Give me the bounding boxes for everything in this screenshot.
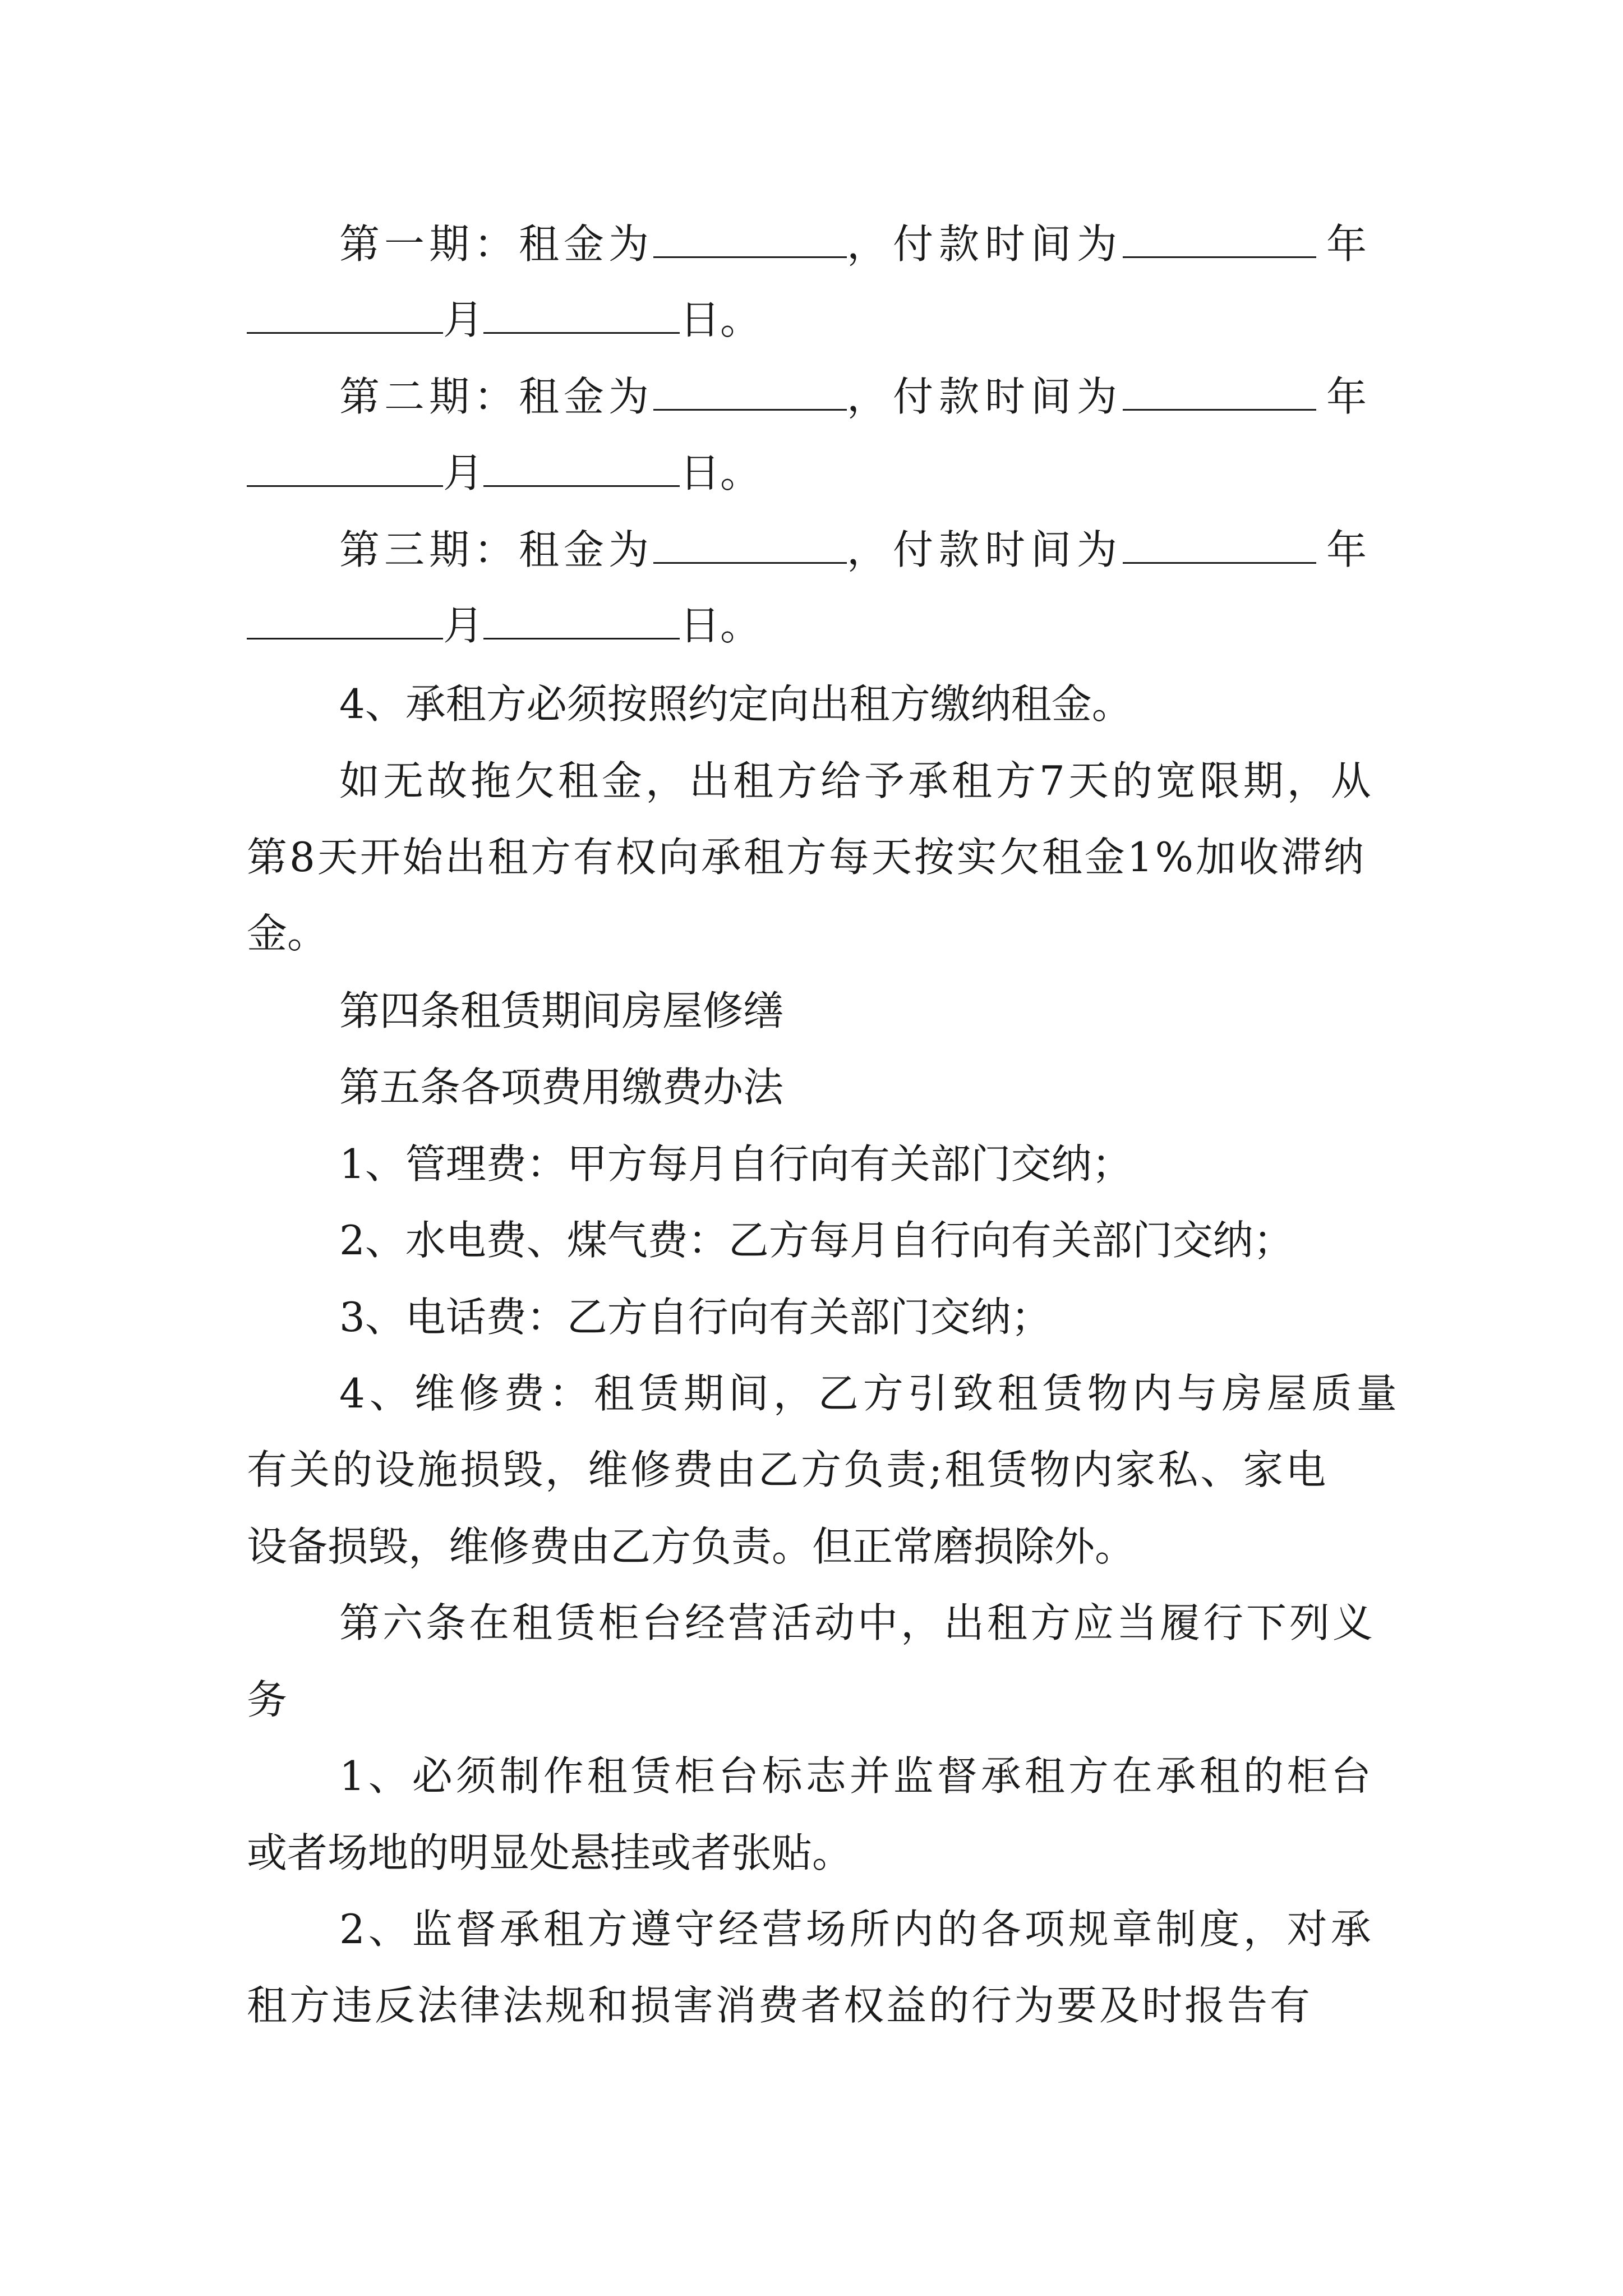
payment-year-blank-3[interactable] (1123, 525, 1316, 564)
installment-2-day-label: 日。 (680, 449, 761, 496)
payment-day-blank-1[interactable] (483, 295, 680, 334)
payment-year-blank-2[interactable] (1123, 372, 1316, 411)
late-payment-line-1: 如无故拖欠租金，出租方给予承租方7天的宽限期，从 (339, 757, 1375, 804)
installment-2-year-label: 年 (1326, 373, 1367, 420)
article-5-heading: 第五条各项费用缴费办法 (339, 1064, 784, 1111)
rent-amount-blank-1[interactable] (653, 219, 847, 258)
installment-3-line2 (247, 597, 760, 654)
rent-payment-clause: 4、承租方必须按照约定向出租方缴纳租金。 (339, 680, 1132, 728)
installment-1-payment-label: ，付款时间为 (847, 220, 1123, 268)
rent-amount-blank-2[interactable] (653, 372, 847, 411)
installment-1-day-label: 日。 (680, 296, 761, 343)
late-payment-line-2: 第8天开始出租方有权向承租方每天按实欠租金1%加收滞纳 (247, 834, 1367, 881)
installment-2-line2 (247, 445, 760, 501)
installment-3-label: 第三期：租金为 (339, 526, 654, 573)
payment-month-blank-2[interactable] (247, 448, 443, 487)
payment-day-blank-2[interactable] (483, 448, 680, 487)
installment-3-year-label: 年 (1326, 526, 1367, 573)
installment-1-line1 (339, 216, 1367, 272)
fee-item-repair-line-1: 4、维修费：租赁期间，乙方引致租赁物内与房屋质量 (339, 1370, 1401, 1417)
late-payment-line-3: 金。 (247, 910, 328, 957)
duty-2-line-1: 2、监督承租方遵守经营场所内的各项规章制度，对承 (339, 1906, 1375, 1953)
installment-2-payment-label: ，付款时间为 (847, 373, 1123, 420)
fee-item-management: 1、管理费：甲方每月自行向有关部门交纳； (339, 1140, 1132, 1188)
article-4-heading: 第四条租赁期间房屋修缮 (339, 987, 784, 1034)
rent-amount-blank-3[interactable] (653, 525, 847, 564)
installment-1-label: 第一期：租金为 (339, 220, 654, 268)
payment-month-blank-3[interactable] (247, 601, 443, 639)
fee-item-repair-line-2: 有关的设施损毁，维修费由乙方负责;租赁物内家私、家电 (247, 1446, 1329, 1493)
installment-1-line2 (247, 292, 760, 348)
duty-1-line-2: 或者场地的明显处悬挂或者张贴。 (247, 1829, 853, 1876)
fee-item-repair-line-3: 设备损毁，维修费由乙方负责。但正常磨损除外。 (247, 1523, 1136, 1570)
installment-2-month-label: 月 (443, 449, 484, 496)
installment-3-day-label: 日。 (680, 602, 761, 649)
fee-item-telephone: 3、电话费：乙方自行向有关部门交纳； (339, 1294, 1052, 1341)
installment-1-year-label: 年 (1326, 220, 1367, 268)
installment-3-line1 (339, 522, 1367, 578)
payment-month-blank-1[interactable] (247, 295, 443, 334)
installment-3-payment-label: ，付款时间为 (847, 526, 1123, 573)
installment-3-month-label: 月 (443, 602, 484, 649)
duty-2-line-2: 租方违反法律法规和损害消费者权益的行为要及时报告有 (247, 1982, 1313, 2029)
payment-year-blank-1[interactable] (1123, 219, 1316, 258)
payment-day-blank-3[interactable] (483, 601, 680, 639)
installment-2-line1 (339, 369, 1367, 425)
installment-2-label: 第二期：租金为 (339, 373, 654, 420)
article-6-heading-line-2: 务 (247, 1676, 288, 1723)
fee-item-utilities: 2、水电费、煤气费：乙方每月自行向有关部门交纳； (339, 1217, 1294, 1264)
article-6-heading-line-1: 第六条在租赁柜台经营活动中，出租方应当履行下列义 (339, 1599, 1376, 1646)
duty-1-line-1: 1、必须制作租赁柜台标志并监督承租方在承租的柜台 (339, 1752, 1375, 1800)
installment-1-month-label: 月 (443, 296, 484, 343)
